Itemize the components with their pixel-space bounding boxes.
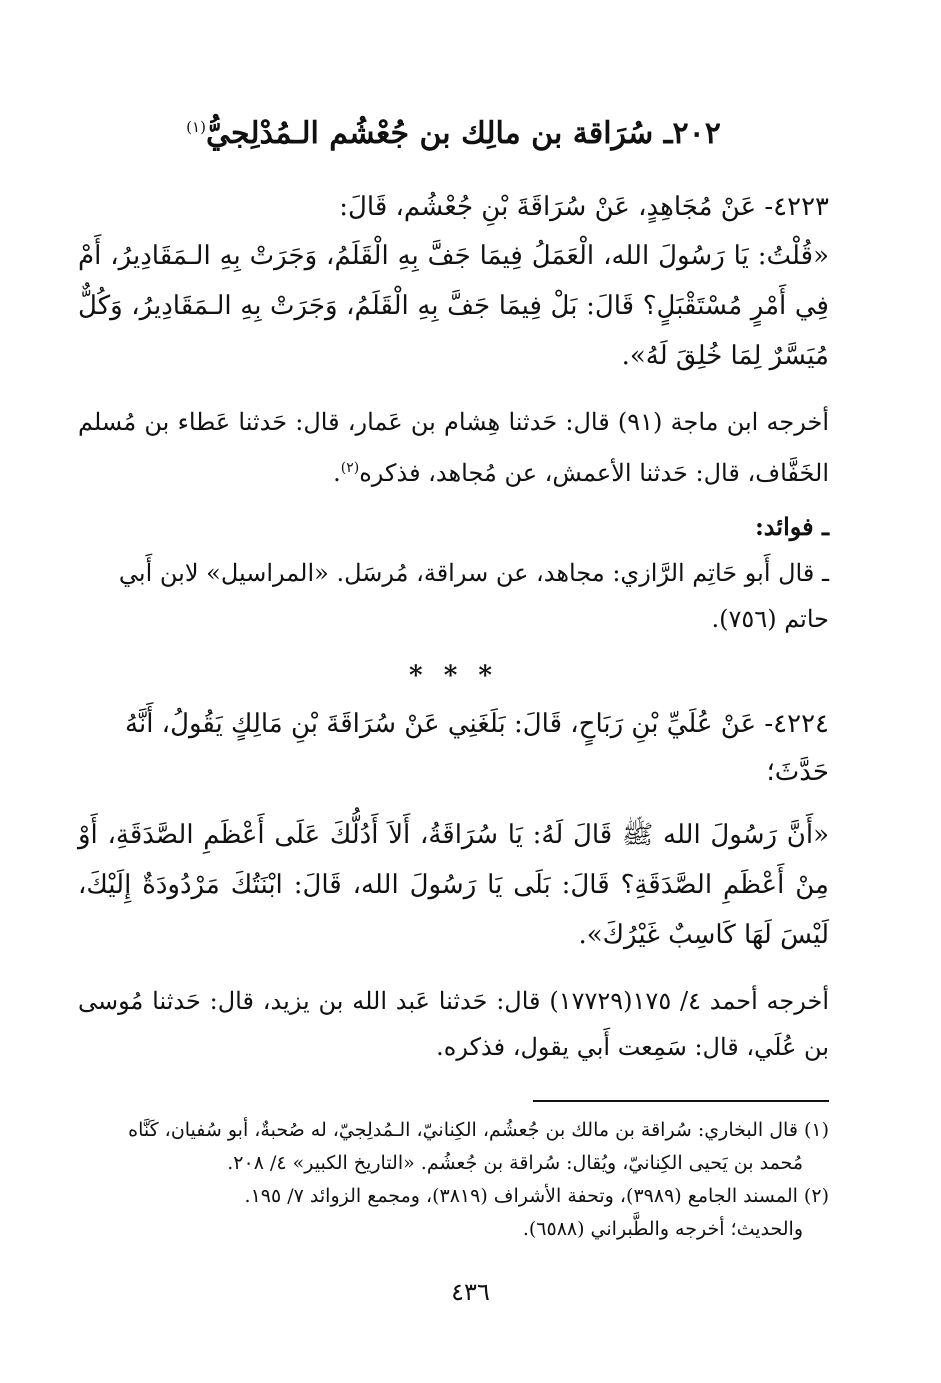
footnote-2: (٢) المسند الجامع (٣٩٨٩)، وتحفة الأشراف (٣٨١٩)، ومجمع الزوائد ٧/ ١٩٥. [244, 1185, 829, 1207]
chapter-title-text: ٢٠٢ـ سُرَاقة بن مالِك بن جُعْشُم الـمُدْلِجيُّ [205, 116, 721, 151]
hadith-4224-matn: «أَنَّ رَسُولَ الله ﷺ قَالَ لَهُ: يَا سُرَاقَةُ، أَلاَ أَدُلُّكَ عَلَى أَعْظَمِ الصَّدَقَةِ، أَوْ مِنْ أَعْظَمِ الصَّدَقَةِ؟ قَالَ: بَلَى يَا رَسُولَ الله، قَالَ: ابْنَتُكَ مَرْدُودَةٌ إِلَيْكَ، لَيْسَ لَهَا كَاسِبٌ غَيْرُكَ». [78, 820, 829, 950]
hadith-4223-takhrij-text: أخرجه ابن ماجة (٩١) قال: حَدثنا هِشام بن عَمار، قال: حَدثنا عَطاء بن مُسلم الخَفَّاف، قال: حَدثنا الأعمش، عن مُجاهد، فذكره [78, 408, 830, 487]
title-footnote-ref: (١) [186, 118, 206, 136]
footnote-1: (١) قال البخاري: سُراقة بن مالك بن جُعشُم، الكِنانيّ، الـمُدلِجيّ، له صُحبةٌ، أبو سُفيان، كَنَّاه [128, 1119, 829, 1141]
section-separator: * * * [409, 661, 498, 691]
chapter-title [78, 104, 829, 157]
page-number: ٤٣٦ [451, 1278, 490, 1306]
fawaid-heading: ـ فوائد: [754, 512, 829, 541]
hadith-4224-takhrij: أخرجه أحمد ٤/ ١٧٥(١٧٧٢٩) قال: حَدثنا عَبد الله بن يزيد، قال: حَدثنا مُوسى بن عُلَي، قال: سَمِعت أَبي يقول، فذكره. [78, 987, 830, 1061]
footnote-1-continuation: مُحمد بن يَحيى الكِنانيّ، ويُقال: سُراقة بن جُعشُم. «التاريخ الكبير» ٤/ ٢٠٨. [227, 1152, 803, 1174]
footnote-2-continuation: والحديث؛ أخرجه والطَّبراني (٦٥٨٨). [522, 1218, 803, 1240]
hadith-4223-head: ٤٢٢٣- عَنْ مُجَاهِدٍ، عَنْ سُرَاقَةَ بْنِ جُعْشُم، قَالَ: [339, 192, 829, 222]
takhrij-period: . [333, 459, 341, 487]
footnote-divider [533, 1100, 829, 1102]
fawaid-text: ـ قال أَبو حَاتِم الرَّازي: مجاهد، عن سراقة، مُرسَل. «المراسيل» لابن أَبي حاتم (٧٥٦). [118, 559, 829, 633]
hadith-4224-head: ٤٢٢٤- عَنْ عُلَيِّ بْنِ رَبَاحٍ، قَالَ: بَلَغَنِي عَنْ سُرَاقَةَ بْنِ مَالِكٍ يَقُولُ، أَنَّهُ حَدَّثَ؛ [125, 709, 829, 787]
takhrij-footnote-ref: (٢) [340, 460, 360, 476]
hadith-4223-matn: «قُلْتُ: يَا رَسُولَ الله، الْعَمَلُ فِيمَا جَفَّ بِهِ الْقَلَمُ، وَجَرَتْ بِهِ الـمَقَادِيرُ، أَمْ فِي أَمْرٍ مُسْتَقْبَلٍ؟ قَالَ: بَلْ فِيمَا جَفَّ بِهِ الْقَلَمُ، وَجَرَتْ بِهِ الـمَقَادِيرُ، وَكُلٌّ مُيَسَّرٌ لِمَا خُلِقَ لَهُ». [78, 241, 829, 371]
hadith-4223-takhrij [78, 399, 829, 496]
